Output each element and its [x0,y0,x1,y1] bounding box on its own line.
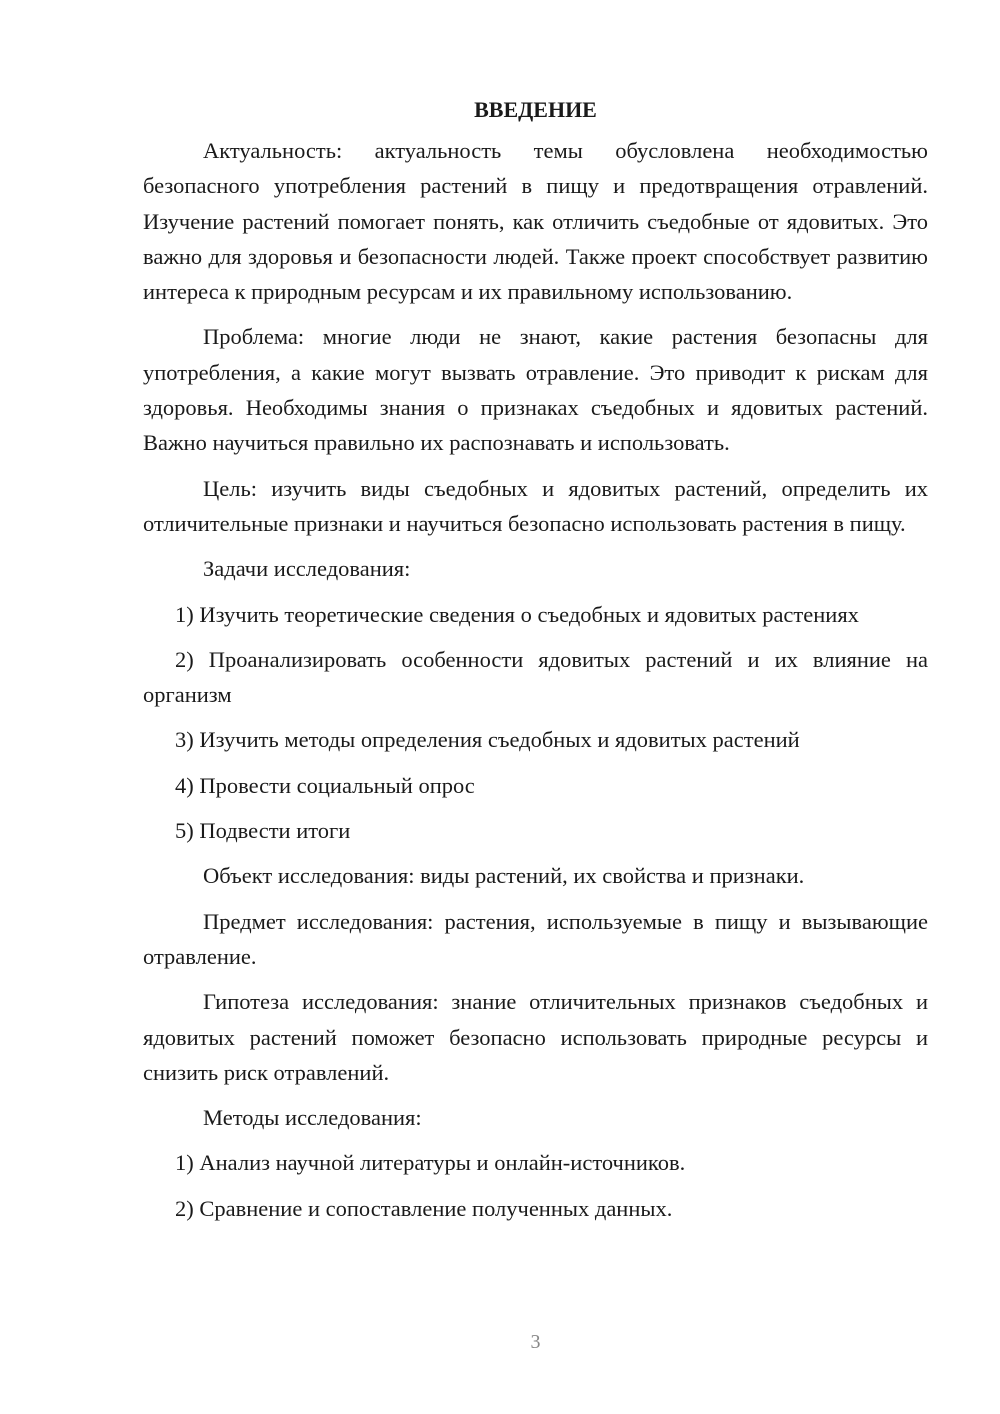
methods-heading: Методы исследования: [203,1105,422,1131]
object-paragraph: Объект исследования: виды растений, их свойства и признаки. [203,863,805,889]
subject-paragraph: Предмет исследования: растения, используемые в пищу и вызывающие отравление. [143,908,928,969]
task-item-1: 1) Изучить теоретические сведения о съедобных и ядовитых растениях [175,601,859,627]
problem-paragraph: Проблема: многие люди не знают, какие растения безопасны для употребления, а какие могут вызвать отравление. Это приводит к рискам для здоровья. Необходимы знания о признаках съедобных и ядовитых растений. Важно научиться правильно их распознавать и использовать. [143,324,928,456]
task-item-3: 3) Изучить методы определения съедобных и ядовитых растений [175,727,800,753]
method-item-2: 2) Сравнение и сопоставление полученных данных. [175,1195,673,1221]
task-item-4: 4) Провести социальный опрос [175,772,475,798]
page-number: 3 [530,1331,541,1353]
hypothesis-paragraph: Гипотеза исследования: знание отличительных признаков съедобных и ядовитых растений поможет безопасно использовать природные ресурсы и снизить риск отравлений. [143,989,928,1085]
method-item-1: 1) Анализ научной литературы и онлайн-источников. [175,1150,686,1176]
task-item-5: 5) Подвести итоги [175,818,351,844]
page-title: ВВЕДЕНИЕ [474,97,597,122]
task-item-2: 2) Проанализировать особенности ядовитых растений и их влияние на организм [143,646,928,708]
tasks-heading: Задачи исследования: [203,556,411,582]
goal-paragraph: Цель: изучить виды съедобных и ядовитых растений, определить их отличительные признаки и научиться безопасно использовать растения в пищу. [143,475,928,536]
relevance-paragraph: Актуальность: актуальность темы обусловлена необходимостью безопасного употребления растений в пищу и предотвращения отравлений. Изучение растений помогает понять, как отличить съедобные от ядовитых. Это важно для здоровья и безопасности людей. Также проект способствует развитию интереса к природным ресурсам и их правильному использованию. [143,138,928,305]
document-page [143,92,928,1236]
